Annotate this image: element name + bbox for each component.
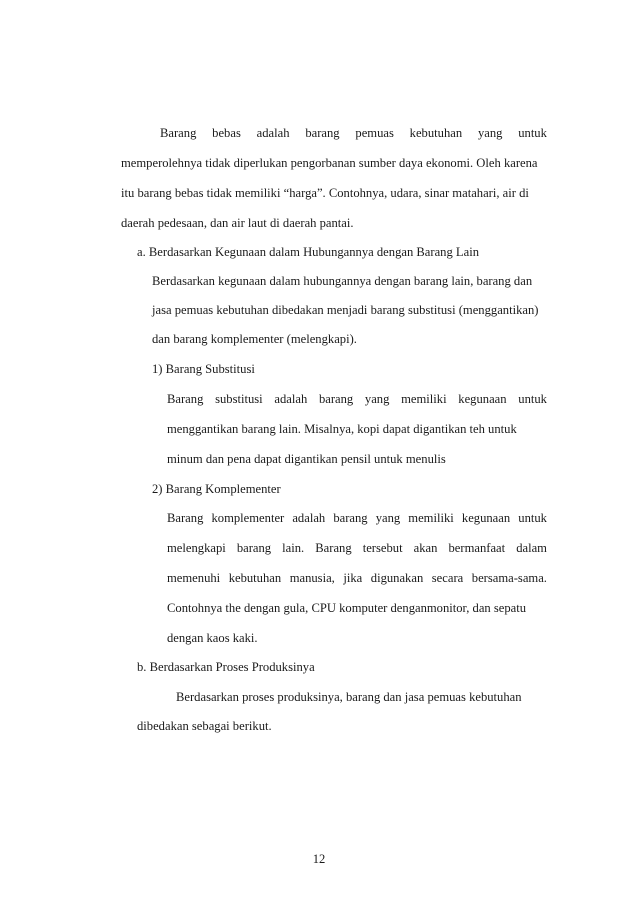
item-1-heading: 1) Barang Substitusi (152, 362, 255, 376)
word: untuk (518, 126, 547, 140)
word: adalah (256, 126, 290, 140)
word: yang (364, 392, 390, 406)
item-1-line-2: menggantikan barang lain. Misalnya, kopi dapat digantikan teh untuk (167, 422, 517, 436)
section-a-line-1: Berdasarkan kegunaan dalam hubungannya dengan barang lain, barang dan (152, 274, 533, 288)
item-2-heading: 2) Barang Komplementer (152, 482, 281, 496)
word: melengkapi (167, 541, 226, 555)
word: kebutuhan (228, 571, 282, 585)
word: bermanfaat (448, 541, 506, 555)
section-b-line-2: dibedakan sebagai berikut. (137, 719, 272, 733)
item-1-line-1 (167, 391, 547, 407)
word: Barang (315, 541, 352, 555)
word: manusia, (289, 571, 335, 585)
word: jika (343, 571, 363, 585)
word: lain. (282, 541, 305, 555)
section-a-heading: a. Berdasarkan Kegunaan dalam Hubungannya dengan Barang Lain (137, 245, 479, 259)
page-number: 12 (312, 852, 326, 866)
word: kegunaan (461, 511, 511, 525)
word: adalah (292, 511, 326, 525)
word: barang (333, 511, 368, 525)
item-2-line-5: dengan kaos kaki. (167, 631, 258, 645)
section-a-line-3: dan barang komplementer (melengkapi). (152, 332, 357, 346)
word: pemuas (355, 126, 394, 140)
section-b-heading: b. Berdasarkan Proses Produksinya (137, 660, 315, 674)
word: secara (431, 571, 464, 585)
word: barang (305, 126, 340, 140)
word: memiliki (401, 392, 447, 406)
word: komplementer (211, 511, 285, 525)
word: untuk (518, 511, 547, 525)
word: bebas (212, 126, 241, 140)
word: untuk (518, 392, 547, 406)
item-2-line-3 (167, 570, 547, 586)
word: dalam (516, 541, 547, 555)
item-2-line-4: Contohnya the dengan gula, CPU komputer denganmonitor, dan sepatu (167, 601, 527, 615)
word: substitusi (215, 392, 263, 406)
word: adalah (274, 392, 308, 406)
word: bersama-sama. (471, 571, 547, 585)
word: barang (318, 392, 354, 406)
paragraph-1-line-1 (160, 125, 547, 141)
word: barang (236, 541, 272, 555)
item-2-line-1 (167, 510, 547, 526)
word: Barang (167, 392, 204, 406)
item-1-line-3: minum dan pena dapat digantikan pensil untuk menulis (167, 452, 446, 466)
word: kegunaan (458, 392, 507, 406)
word: akan (413, 541, 438, 555)
word: tersebut (362, 541, 403, 555)
word: memenuhi (167, 571, 221, 585)
paragraph-1-line-4: daerah pedesaan, dan air laut di daerah pantai. (121, 216, 354, 230)
word: yang (375, 511, 401, 525)
section-a-line-2: jasa pemuas kebutuhan dibedakan menjadi barang substitusi (menggantikan) (152, 303, 539, 317)
item-2-line-2 (167, 540, 547, 556)
word: Barang (160, 126, 197, 140)
word: memiliki (408, 511, 454, 525)
paragraph-1-line-2: memperolehnya tidak diperlukan pengorbanan sumber daya ekonomi. Oleh karena (121, 156, 538, 170)
word: digunakan (370, 571, 424, 585)
word: yang (477, 126, 503, 140)
paragraph-1-line-3: itu barang bebas tidak memiliki “harga”. Contohnya, udara, sinar matahari, air di (121, 186, 529, 200)
word: kebutuhan (409, 126, 463, 140)
section-b-line-1: Berdasarkan proses produksinya, barang dan jasa pemuas kebutuhan (176, 690, 522, 704)
word: Barang (167, 511, 204, 525)
